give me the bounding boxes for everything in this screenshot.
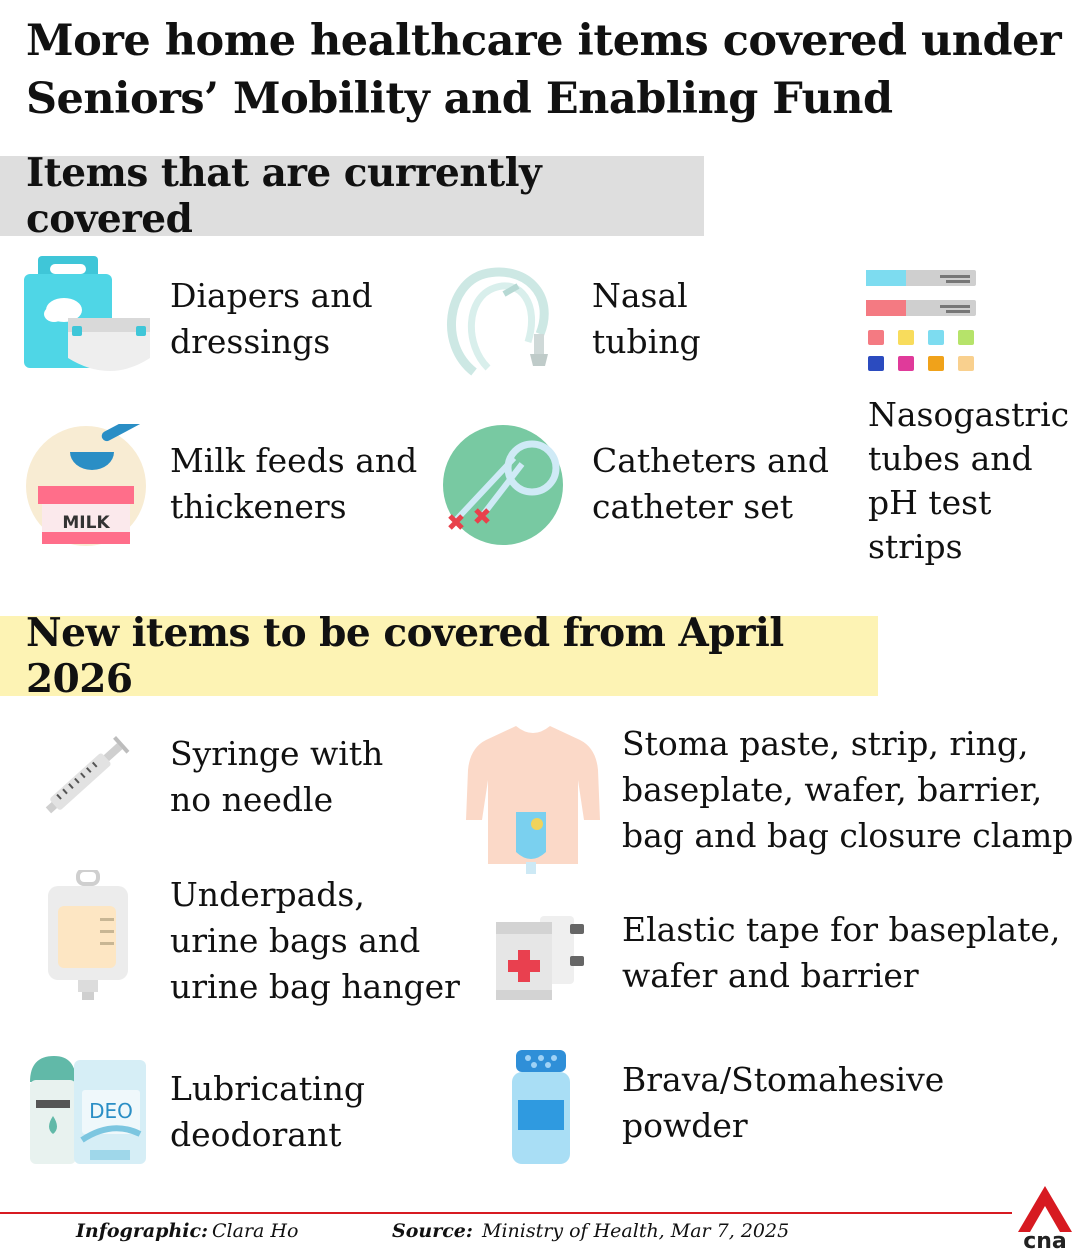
footer-infographic-label: Infographic:	[76, 1220, 209, 1242]
item-label: Elastic tape for baseplate, wafer and barrier	[622, 910, 1061, 995]
item-label: Stoma paste, strip, ring, baseplate, wafer, barrier, bag and bag closure clamp	[622, 724, 1074, 855]
page-title: More home healthcare items covered under Seniors’ Mobility and Enabling Fund	[26, 16, 1062, 124]
urine-bag-icon	[46, 870, 130, 1002]
item-label: Diapers and dressings	[170, 276, 373, 361]
footer-infographic-value: Clara Ho	[212, 1220, 299, 1242]
footer-source-value: Ministry of Health, Mar 7, 2025	[482, 1220, 790, 1242]
item-label: Brava/Stomahesive powder	[622, 1060, 945, 1145]
stoma-icon	[466, 726, 600, 876]
item-label: Milk feeds and thickeners	[170, 441, 418, 526]
deo-text: DEO	[89, 1099, 133, 1123]
footer-rule	[0, 1212, 1012, 1214]
new-items-heading: New items to be covered from April 2026	[0, 616, 878, 696]
milk-text: MILK	[62, 513, 110, 533]
diaper-icon	[24, 256, 154, 380]
tape-icon	[494, 910, 590, 1004]
ph-strips-icon	[866, 268, 980, 376]
item-label: Nasal tubing	[592, 276, 701, 361]
item-label: Nasogastric tubes and pH test strips	[868, 395, 1070, 566]
footer-source-label: Source:	[392, 1220, 473, 1242]
deodorant-icon	[28, 1054, 148, 1168]
item-label: Catheters and catheter set	[592, 441, 830, 526]
milk-icon	[24, 424, 148, 548]
powder-icon	[510, 1048, 572, 1166]
catheter-icon	[442, 424, 564, 546]
item-label: Lubricating deodorant	[170, 1069, 365, 1154]
nasal-tubing-icon	[444, 264, 556, 376]
current-items-heading: Items that are currently covered	[0, 156, 704, 236]
item-label: Underpads, urine bags and urine bag hanger	[170, 875, 460, 1006]
syringe-icon	[34, 726, 140, 828]
item-label: Syringe with no needle	[170, 734, 384, 819]
cna-logo-text: cna	[1023, 1229, 1067, 1252]
cna-logo	[1016, 1186, 1074, 1252]
